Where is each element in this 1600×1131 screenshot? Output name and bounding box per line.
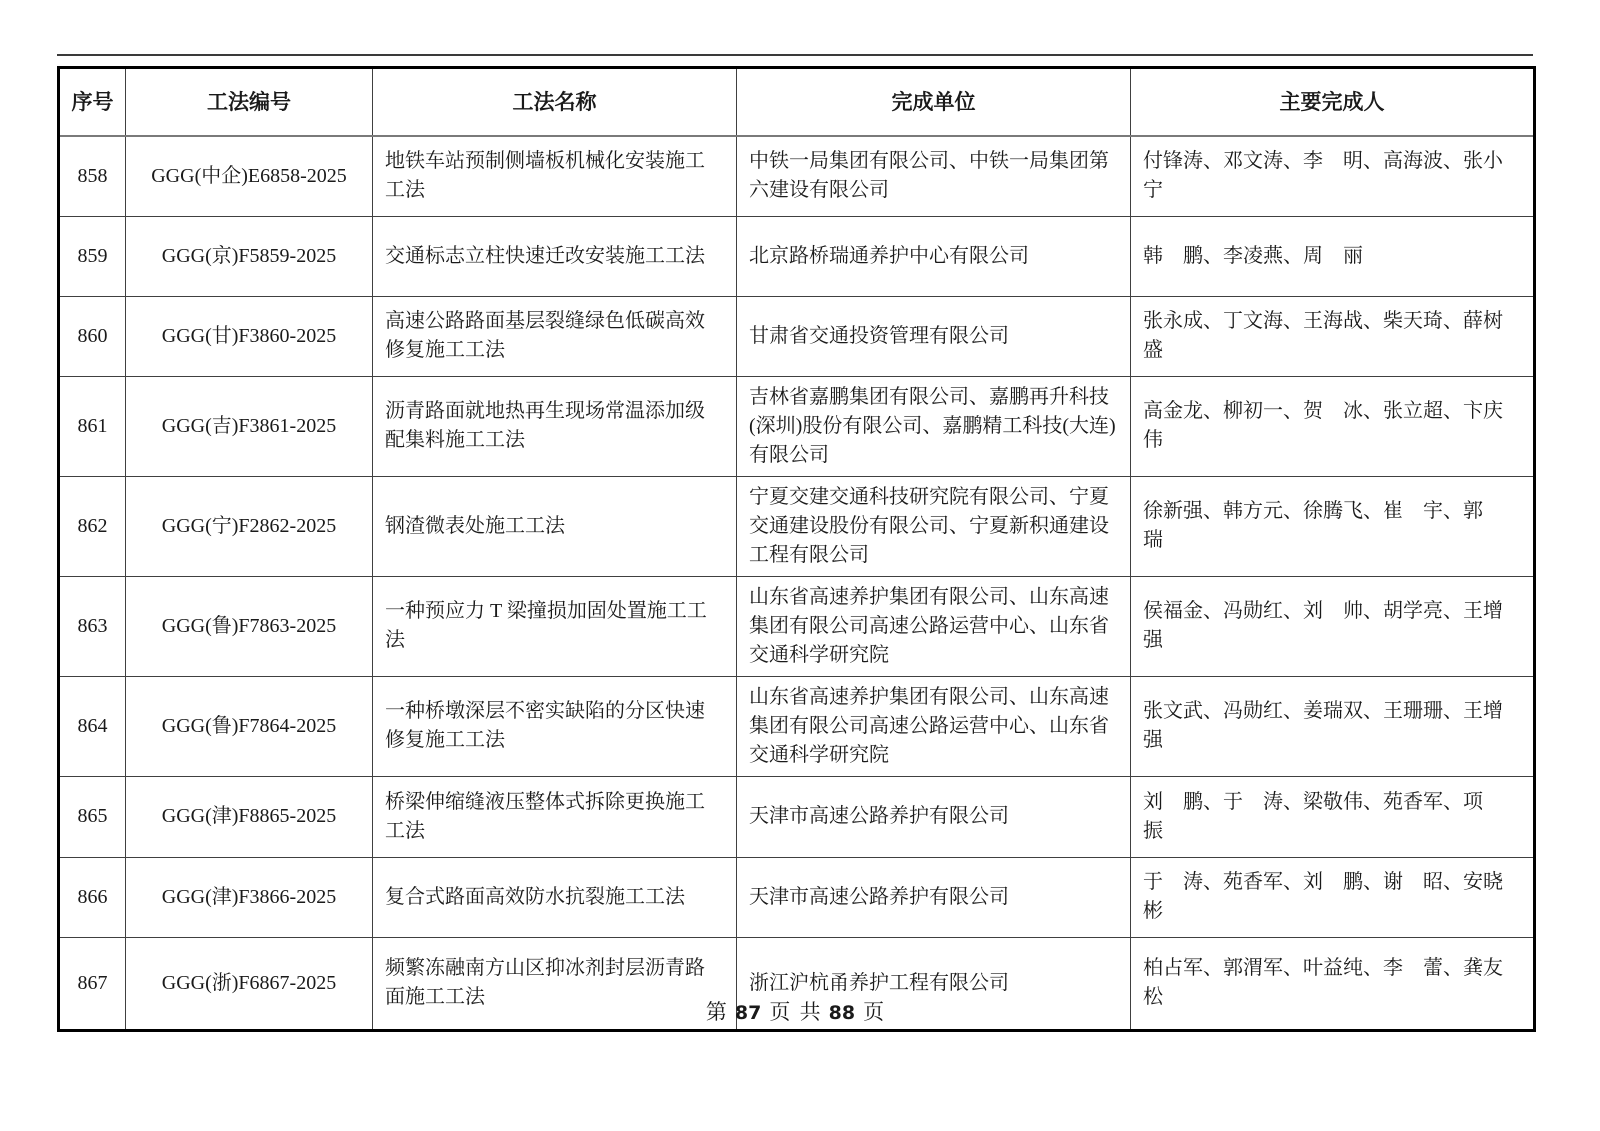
- column-header-no: 序号: [59, 68, 126, 137]
- cell-method-code: GGG(京)F5859-2025: [126, 216, 373, 296]
- cell-main-completers: 张永成、丁文海、王海战、柴天琦、薛树盛: [1131, 296, 1535, 376]
- table-row: [59, 136, 1535, 216]
- cell-serial-number: 859: [59, 216, 126, 296]
- cell-completing-unit: 甘肃省交通投资管理有限公司: [737, 296, 1131, 376]
- cell-method-code: GGG(中企)E6858-2025: [126, 136, 373, 216]
- cell-main-completers: 付锋涛、邓文涛、李 明、高海波、张小宁: [1131, 136, 1535, 216]
- cell-serial-number: 865: [59, 776, 126, 857]
- cell-method-name: 钢渣微表处施工工法: [373, 476, 737, 576]
- cell-completing-unit: 中铁一局集团有限公司、中铁一局集团第六建设有限公司: [737, 136, 1131, 216]
- cell-completing-unit: 浙江沪杭甬养护工程有限公司: [737, 937, 1131, 1030]
- table-row: [59, 676, 1535, 776]
- column-header-org: 完成单位: [737, 68, 1131, 137]
- page-footer: [57, 996, 1533, 1026]
- cell-main-completers: 高金龙、柳初一、贺 冰、张立超、卞庆伟: [1131, 376, 1535, 476]
- cell-method-name: 交通标志立柱快速迁改安装施工工法: [373, 216, 737, 296]
- cell-serial-number: 860: [59, 296, 126, 376]
- cell-method-code: GGG(浙)F6867-2025: [126, 937, 373, 1030]
- cell-method-name: 一种预应力 T 梁撞损加固处置施工工法: [373, 576, 737, 676]
- top-horizontal-rule: [57, 54, 1533, 56]
- cell-serial-number: 861: [59, 376, 126, 476]
- cell-main-completers: 柏占军、郭渭军、叶益纯、李 蕾、龚友松: [1131, 937, 1535, 1030]
- cell-method-name: 频繁冻融南方山区抑冰剂封层沥青路面施工工法: [373, 937, 737, 1030]
- cell-serial-number: 862: [59, 476, 126, 576]
- table-row: [59, 576, 1535, 676]
- cell-completing-unit: 天津市高速公路养护有限公司: [737, 776, 1131, 857]
- cell-method-code: GGG(鲁)F7863-2025: [126, 576, 373, 676]
- footer-of-label: 共: [799, 1000, 821, 1024]
- footer-total-pages-number: 88: [828, 1002, 856, 1024]
- cell-main-completers: 张文武、冯勋红、姜瑞双、王珊珊、王增强: [1131, 676, 1535, 776]
- cell-serial-number: 866: [59, 857, 126, 937]
- cell-method-name: 一种桥墩深层不密实缺陷的分区快速修复施工工法: [373, 676, 737, 776]
- methods-table: [57, 66, 1536, 1032]
- footer-prefix-label: 第: [705, 1000, 727, 1024]
- cell-main-completers: 韩 鹏、李凌燕、周 丽: [1131, 216, 1535, 296]
- cell-method-code: GGG(宁)F2862-2025: [126, 476, 373, 576]
- table-header-row: [59, 68, 1535, 137]
- cell-method-code: GGG(吉)F3861-2025: [126, 376, 373, 476]
- table-row: [59, 857, 1535, 937]
- cell-serial-number: 858: [59, 136, 126, 216]
- cell-completing-unit: 宁夏交建交通科技研究院有限公司、宁夏交通建设股份有限公司、宁夏新积通建设工程有限公司: [737, 476, 1131, 576]
- table-row: [59, 296, 1535, 376]
- cell-main-completers: 侯福金、冯勋红、刘 帅、胡学亮、王增强: [1131, 576, 1535, 676]
- cell-completing-unit: 天津市高速公路养护有限公司: [737, 857, 1131, 937]
- table-row: [59, 776, 1535, 857]
- cell-method-name: 地铁车站预制侧墙板机械化安装施工工法: [373, 136, 737, 216]
- cell-completing-unit: 山东省高速养护集团有限公司、山东高速集团有限公司高速公路运营中心、山东省交通科学研究院: [737, 576, 1131, 676]
- cell-method-name: 沥青路面就地热再生现场常温添加级配集料施工工法: [373, 376, 737, 476]
- cell-main-completers: 于 涛、苑香军、刘 鹏、谢 昭、安晓彬: [1131, 857, 1535, 937]
- cell-method-name: 复合式路面高效防水抗裂施工工法: [373, 857, 737, 937]
- cell-completing-unit: 吉林省嘉鹏集团有限公司、嘉鹏再升科技(深圳)股份有限公司、嘉鹏精工科技(大连)有限公司: [737, 376, 1131, 476]
- cell-serial-number: 867: [59, 937, 126, 1030]
- cell-method-code: GGG(津)F3866-2025: [126, 857, 373, 937]
- footer-page-label: 页: [769, 1000, 791, 1024]
- cell-method-name: 桥梁伸缩缝液压整体式拆除更换施工工法: [373, 776, 737, 857]
- column-header-name: 工法名称: [373, 68, 737, 137]
- cell-main-completers: 刘 鹏、于 涛、梁敬伟、苑香军、项 振: [1131, 776, 1535, 857]
- cell-main-completers: 徐新强、韩方元、徐腾飞、崔 宇、郭 瑞: [1131, 476, 1535, 576]
- table-row: [59, 476, 1535, 576]
- table-row: [59, 216, 1535, 296]
- footer-page-label: 页: [863, 1000, 885, 1024]
- cell-method-code: GGG(津)F8865-2025: [126, 776, 373, 857]
- footer-current-page-number: 87: [734, 1002, 762, 1024]
- table-row: [59, 376, 1535, 476]
- cell-method-code: GGG(鲁)F7864-2025: [126, 676, 373, 776]
- cell-serial-number: 863: [59, 576, 126, 676]
- column-header-people: 主要完成人: [1131, 68, 1535, 137]
- cell-method-code: GGG(甘)F3860-2025: [126, 296, 373, 376]
- column-header-code: 工法编号: [126, 68, 373, 137]
- cell-completing-unit: 山东省高速养护集团有限公司、山东高速集团有限公司高速公路运营中心、山东省交通科学研究院: [737, 676, 1131, 776]
- cell-completing-unit: 北京路桥瑞通养护中心有限公司: [737, 216, 1131, 296]
- cell-serial-number: 864: [59, 676, 126, 776]
- cell-method-name: 高速公路路面基层裂缝绿色低碳高效修复施工工法: [373, 296, 737, 376]
